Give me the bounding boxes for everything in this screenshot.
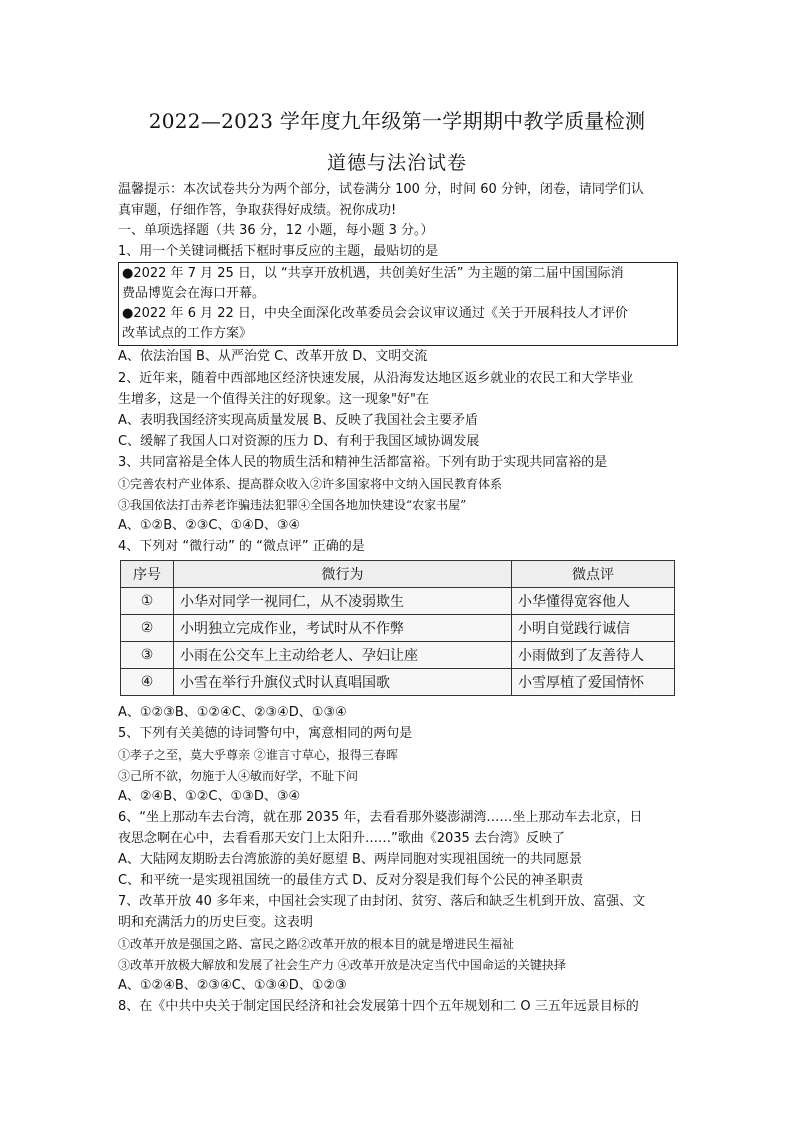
- q6-options-2: C、和平统一是实现祖国统一的最佳方式 D、反对分裂是我们每个公民的神圣职责: [118, 873, 584, 888]
- q4-header-index: 序号: [121, 561, 174, 588]
- q7-stem-2: 明和充满活力的历史巨变。这表明: [118, 915, 314, 930]
- q1-box-line-1: ●2022 年 7 月 25 日，以 “共享开放机遇，共创美好生活” 为主题的第二届中国国际消: [122, 266, 624, 281]
- q2-stem-2: 生增多，这是一个值得关注的好现象。这一现象"好"在: [118, 392, 429, 407]
- intro-line-2: 真审题，仔细作答，争取获得好成绩。祝你成功!: [118, 203, 397, 218]
- q6-options-1: A、大陆网友期盼去台湾旅游的美好愿望 B、两岸同胞对实现祖国统一的共同愿景: [118, 852, 582, 867]
- q4-options: A、①②③B、①②④C、②③④D、①③④: [118, 705, 347, 720]
- q3-options: A、①②B、②③C、①④D、③④: [118, 518, 301, 533]
- row-action: 小雨在公交车上主动给老人、孕妇让座: [174, 642, 512, 669]
- row-comment: 小雪厚植了爱国情怀: [512, 669, 675, 696]
- q8-stem-1: 8、在《中共中央关于制定国民经济和社会发展第十四个五年规划和二 O 三五年远景目标的: [118, 999, 639, 1014]
- q7-options: A、①②④B、②③④C、①③④D、①②③: [118, 978, 347, 993]
- row-index: ③: [121, 642, 174, 669]
- row-comment: 小华懂得宽容他人: [512, 588, 675, 615]
- q1-box-line-2: 费品博览会在海口开幕。: [122, 286, 266, 301]
- row-comment: 小雨做到了友善待人: [512, 642, 675, 669]
- q4-table: [120, 560, 675, 696]
- row-comment: 小明自觉践行诚信: [512, 615, 675, 642]
- q4-table-row: [121, 588, 675, 615]
- q1-news-box: [118, 262, 678, 346]
- q3-item-1: ①完善农村产业体系、提高群众收入②许多国家将中文纳入国民教育体系: [118, 477, 503, 491]
- q7-stem-1: 7、改革开放 40 多年来，中国社会实现了由封闭、贫穷、落后和缺乏生机到开放、富强、文: [118, 894, 646, 909]
- section-heading: 一、单项选择题（共 36 分，12 小题，每小题 3 分。）: [118, 223, 434, 238]
- q2-options-1: A、表明我国经济实现高质量发展 B、反映了我国社会主要矛盾: [118, 413, 478, 428]
- q6-stem-2: 夜思念啊在心中，去看看那天安门上太阳升……”歌曲《2035 去台湾》反映了: [118, 831, 565, 846]
- q2-options-2: C、缓解了我国人口对资源的压力 D、有利于我国区域协调发展: [118, 434, 480, 449]
- q1-box-line-3: ●2022 年 6 月 22 日，中央全面深化改革委员会会议审议通过《关于开展科技人才评价: [122, 306, 628, 321]
- q6-stem-1: 6、“坐上那动车去台湾，就在那 2035 年，去看看那外婆澎湖湾……坐上那动车去北京，日: [118, 810, 643, 825]
- q4-table-row: [121, 669, 675, 696]
- q5-item-2: ③己所不欲，勿施于人④敏而好学，不耻下问: [118, 769, 359, 783]
- q7-item-2: ③改革开放极大解放和发展了社会生产力 ④改革开放是决定当代中国命运的关键抉择: [118, 958, 566, 972]
- q5-options: A、②④B、①②C、①③D、③④: [118, 789, 301, 804]
- q1-options: A、依法治国 B、从严治党 C、改革开放 D、文明交流: [118, 349, 428, 364]
- q3-stem: 3、共同富裕是全体人民的物质生活和精神生活都富裕。下列有助于实现共同富裕的是: [118, 455, 608, 470]
- exam-title: 2022—2023 学年度九年级第一学期期中教学质量检测: [148, 109, 646, 133]
- q4-header-comment: 微点评: [512, 561, 675, 588]
- q4-header-action: 微行为: [174, 561, 512, 588]
- row-index: ①: [121, 588, 174, 615]
- q1-box-line-4: 改革试点的工作方案》: [122, 326, 253, 341]
- q4-table-row: [121, 615, 675, 642]
- q4-table-row: [121, 642, 675, 669]
- q4-table-header: [121, 561, 675, 588]
- row-action: 小明独立完成作业，考试时从不作弊: [174, 615, 512, 642]
- q1-stem: 1、用一个关键词概括下框时事反应的主题，最贴切的是: [118, 244, 439, 259]
- row-action: 小雪在举行升旗仪式时认真唱国歌: [174, 669, 512, 696]
- q5-item-1: ①孝子之至，莫大乎尊亲 ②谁言寸草心，报得三春晖: [118, 748, 398, 762]
- q3-item-2: ③我国依法打击养老诈骗违法犯罪④全国各地加快建设“农家书屋”: [118, 498, 467, 512]
- row-action: 小华对同学一视同仁，从不凌弱欺生: [174, 588, 512, 615]
- q7-item-1: ①改革开放是强国之路、富民之路②改革开放的根本目的就是增进民生福祉: [118, 937, 515, 951]
- row-index: ④: [121, 669, 174, 696]
- exam-subtitle: 道德与法治试卷: [326, 152, 467, 174]
- row-index: ②: [121, 615, 174, 642]
- q2-stem-1: 2、近年来，随着中西部地区经济快速发展，从沿海发达地区返乡就业的农民工和大学毕业: [118, 371, 634, 386]
- q4-stem: 4、下列对 “微行动” 的 “微点评” 正确的是: [118, 539, 365, 554]
- q5-stem: 5、下列有关美德的诗词警句中，寓意相同的两句是: [118, 726, 413, 741]
- intro-line-1: 温馨提示：本次试卷共分为两个部分，试卷满分 100 分，时间 60 分钟，闭卷，请同学们认: [118, 182, 644, 197]
